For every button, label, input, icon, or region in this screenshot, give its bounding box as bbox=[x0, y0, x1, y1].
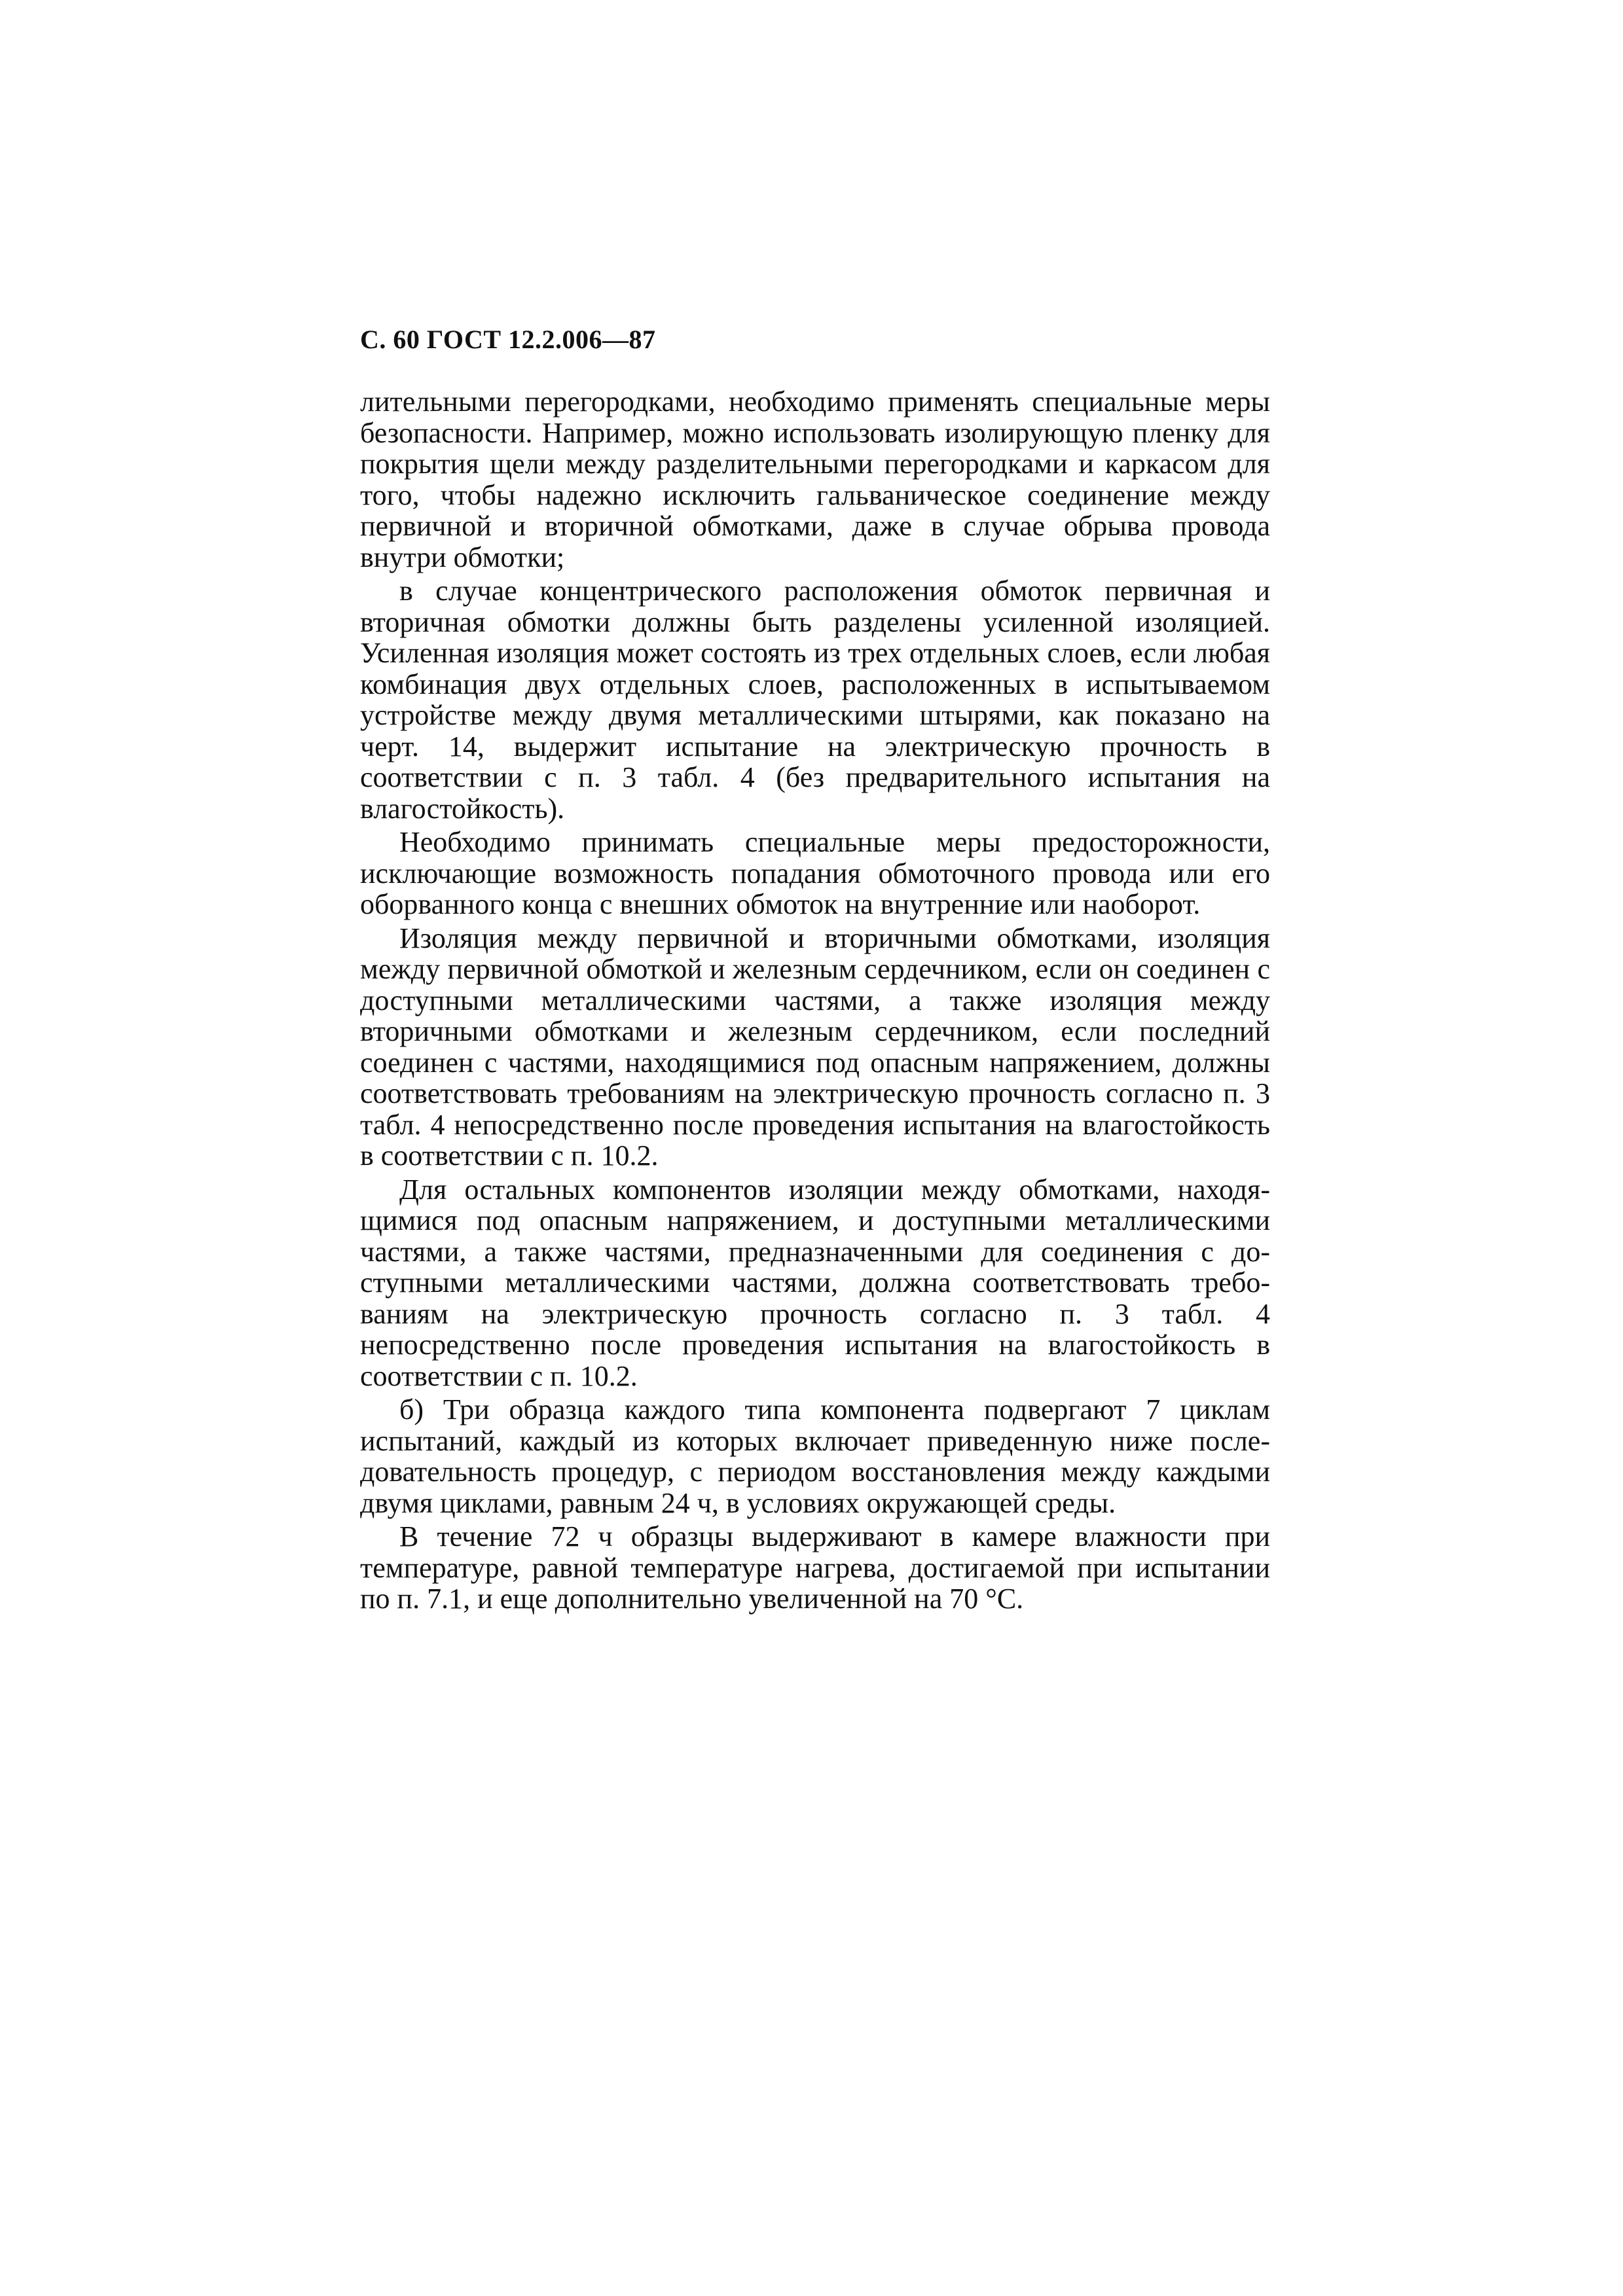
paragraph-humidity-chamber: В течение 72 ч образцы выдерживают в камере влажности при температуре, равной температуре нагрева, достигаемой при испытании по п. 7.1, и еще дополнительно увеличенной на 70 °С. bbox=[360, 1520, 1270, 1615]
paragraph-insulation-requirements: Изоляция между первичной и вторичными обмотками, изоляция между первичной обмоткой и железным сердечником, если он соединен с доступными металлическими частями, а также изоляция между вторичными обмотками и железным сердечником, если последний соединен с частями, находящимися под опасным напряжением, должны соответствовать требованиям на электрическую прочность согласно п. 3 табл. 4 непосредственно после проведения испытания на влагостойкость в соответствии с п. 10.2. bbox=[360, 922, 1270, 1172]
paragraph-continuation: лительными перегородками, необходимо применять специальные меры безопасности. Например, можно использовать изолирующую пленку для покрытия щели между разделительными перегородками и каркасом для того, чтобы надежно исключить гальваническое соединение между первичной и вторичной обмотками, даже в случае обрыва провода внутри обмотки; bbox=[360, 386, 1270, 573]
running-header: С. 60 ГОСТ 12.2.006—87 bbox=[360, 325, 656, 354]
paragraph-precautions: Необходимо принимать специальные меры предосторожности, исключающие возможность попадания обмоточного провода или его оборванного конца с внешних обмоток на внутренние или наоборот. bbox=[360, 826, 1270, 920]
paragraph-other-components: Для остальных компонентов изоляции между обмотками, находящимися под опасным напряжением, и доступными металлическими частями, а также частями, предназначенными для соединения с доступными металлическими частями, должна соответствовать требованиям на электрическую прочность согласно п. 3 табл. 4 непосредственно после проведения испытания на влагостойкость в соответствии с п. 10.2. bbox=[360, 1173, 1270, 1392]
paragraph-test-cycles: б) Три образца каждого типа компонента подвергают 7 циклам испытаний, каждый из которых включает приведенную ниже последовательность процедур, с периодом восстановления между каждыми двумя циклами, равным 24 ч, в условиях окружающей среды. bbox=[360, 1393, 1270, 1519]
paragraph-concentric-windings: в случае концентрического расположения обмоток первичная и вторичная обмотки должны быть разделены усиленной изоляцией. Усиленная изоляция может состоять из трех отдельных слоев, если любая комбинация двух отдельных слоев, расположенных в испытываемом устройстве между двумя металлическими штырями, как показано на черт. 14, выдержит испытание на электрическую прочность в соответствии с п. 3 табл. 4 (без предварительного испытания на влагостойкость). bbox=[360, 575, 1270, 825]
body-text bbox=[360, 386, 1270, 1617]
